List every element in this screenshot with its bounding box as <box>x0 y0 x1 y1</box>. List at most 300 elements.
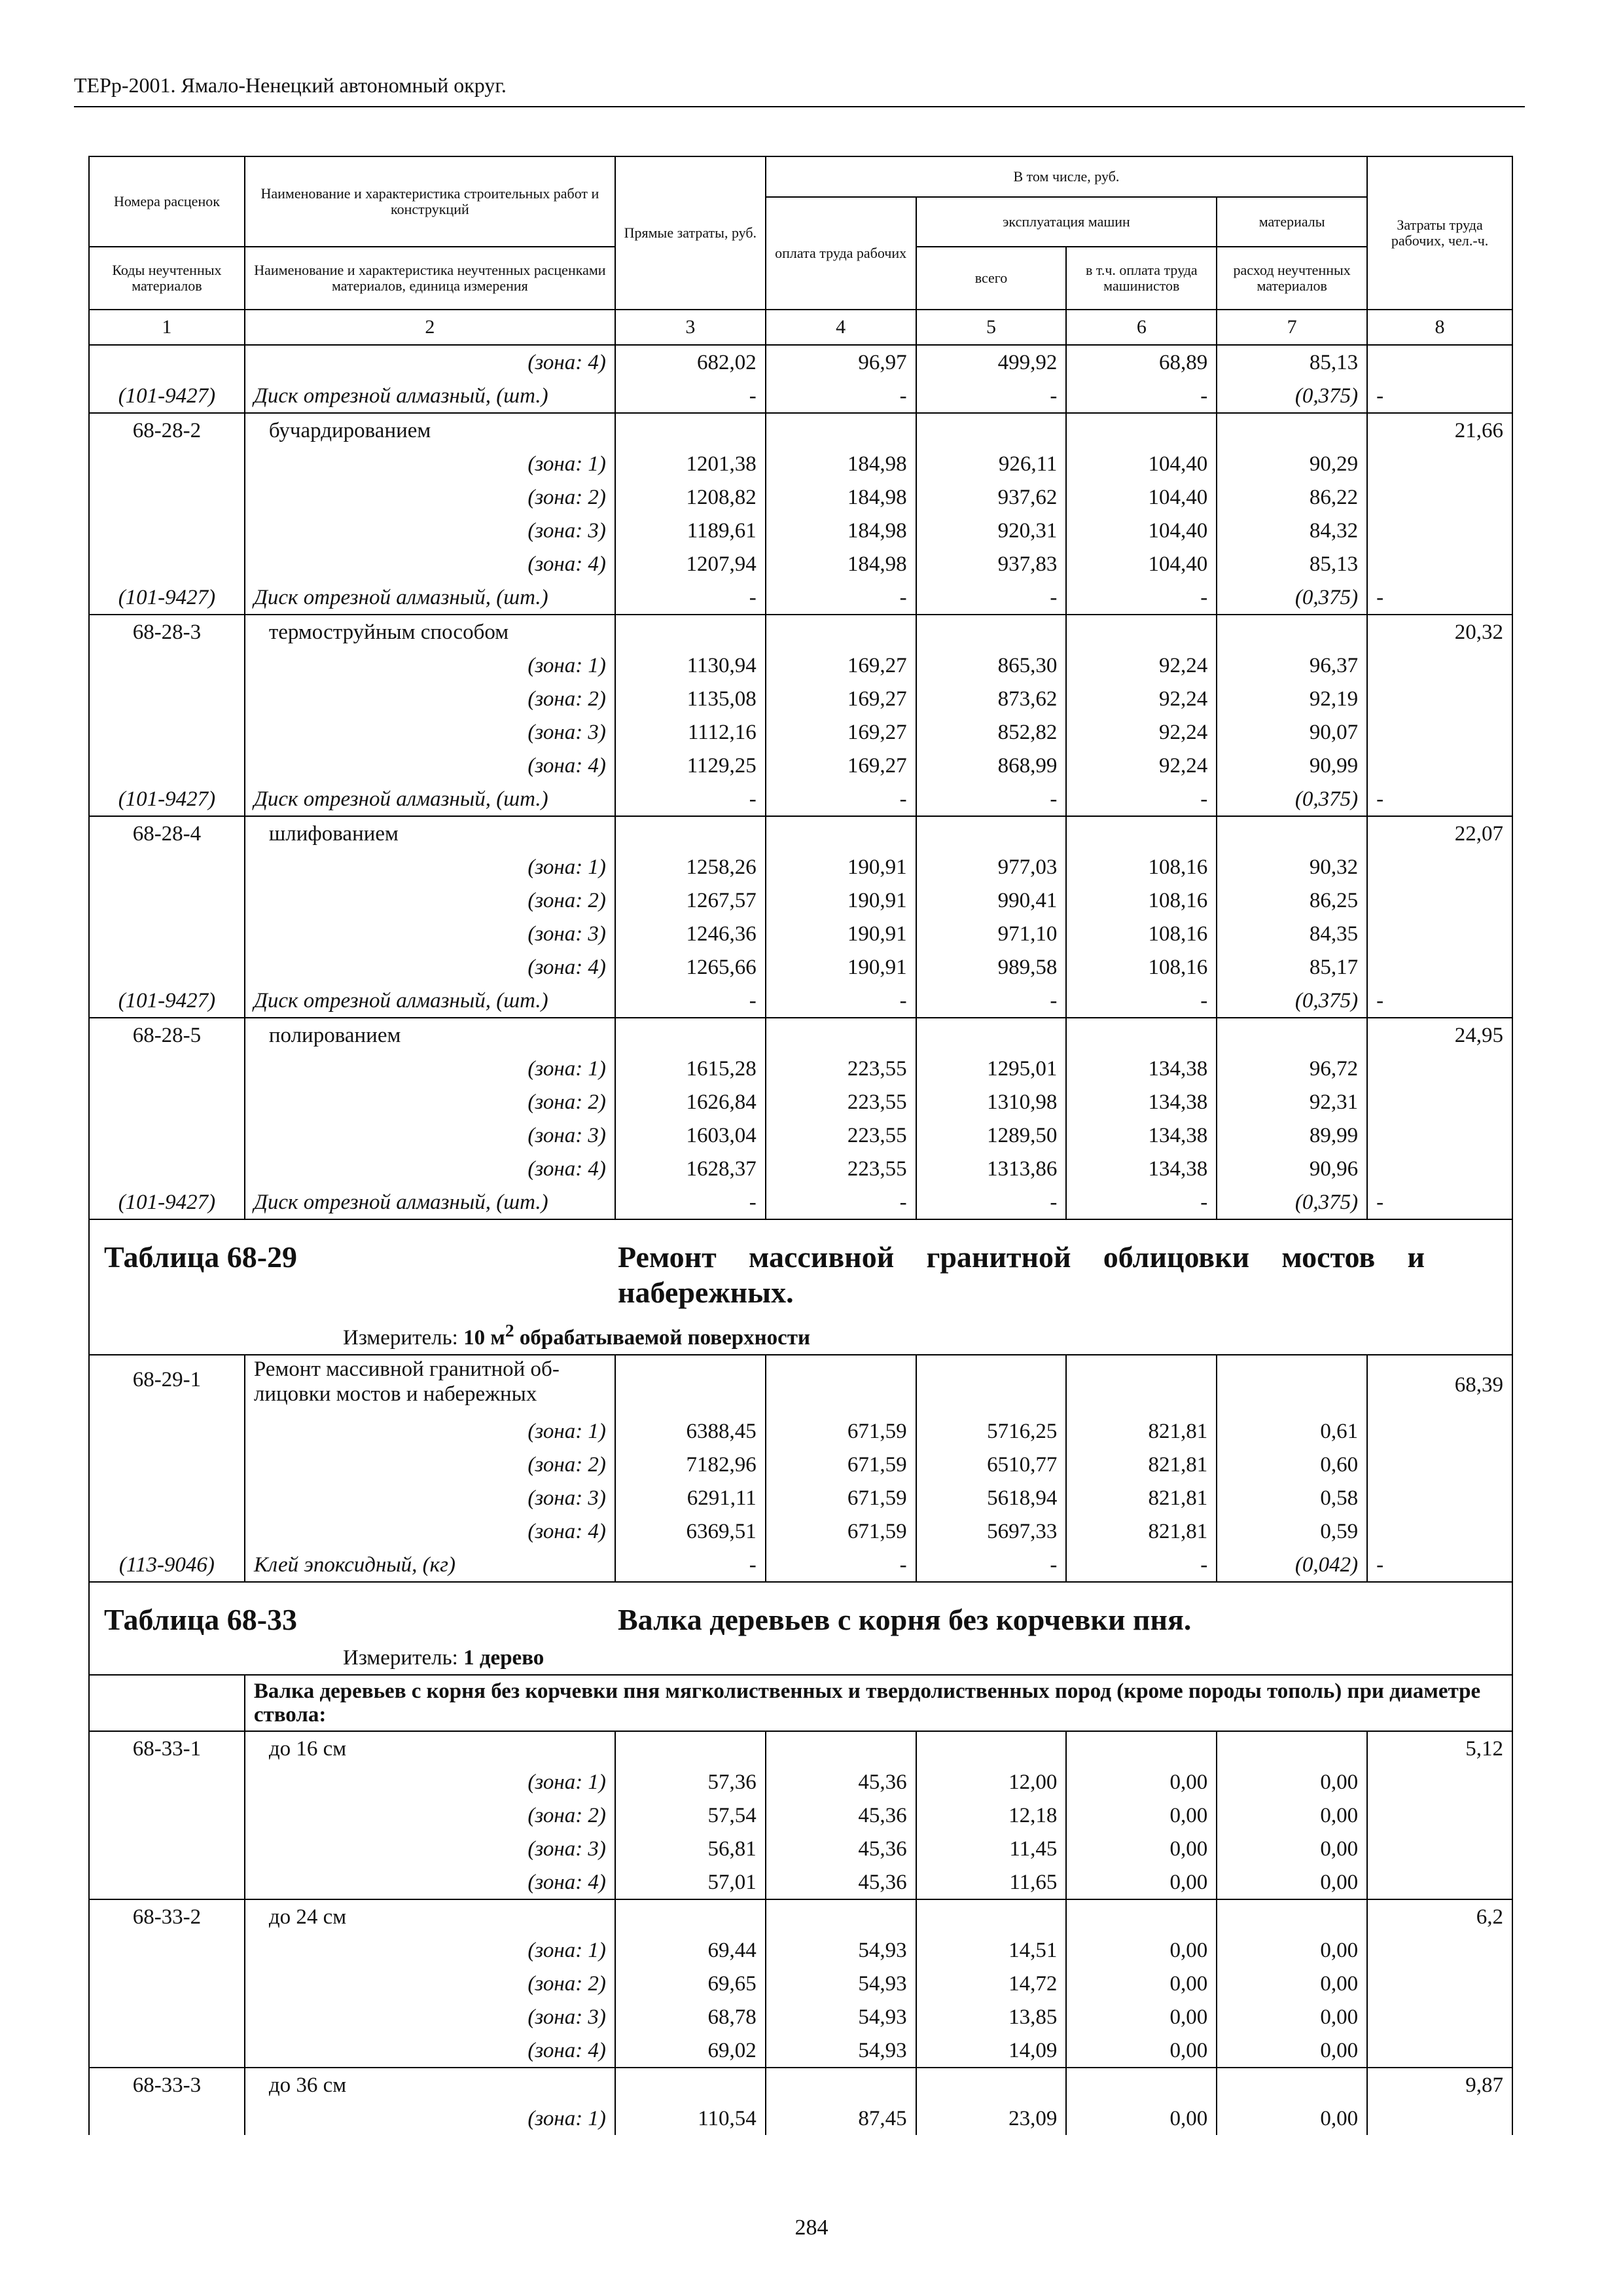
machinists-pay: 134,38 <box>1066 1152 1217 1185</box>
materials-cost: 0,00 <box>1217 1765 1367 1799</box>
group-lead-row <box>89 1675 1512 1731</box>
material-code: (101-9427) <box>89 1185 245 1219</box>
dash: - <box>766 1185 916 1219</box>
machines-total: 1295,01 <box>916 1052 1067 1085</box>
running-header: ТЕРр-2001. Ямало-Ненецкий автономный округ. <box>74 73 507 97</box>
labor-pay: 671,59 <box>766 1515 916 1548</box>
machines-total: 1310,98 <box>916 1085 1067 1119</box>
labor-pay: 45,36 <box>766 1765 916 1799</box>
machines-total: 11,45 <box>916 1832 1067 1865</box>
machinists-pay: 0,00 <box>1066 2034 1217 2068</box>
zone-label: (зона: 1) <box>245 649 615 682</box>
dash: - <box>615 984 766 1018</box>
labor-pay: 45,36 <box>766 1832 916 1865</box>
labor-pay: 190,91 <box>766 950 916 984</box>
group-lead-text: Валка деревьев с корня без корчевки пня мягколиственных и твердолиственных пород (кроме породы тополь) при диаметре ствола: <box>245 1675 1512 1731</box>
materials-cost: 86,22 <box>1217 480 1367 514</box>
zone-row <box>89 917 1512 950</box>
material-name: Диск отрезной алмазный, (шт.) <box>245 581 615 615</box>
machinists-pay: 92,24 <box>1066 682 1217 715</box>
page-number: 284 <box>794 2215 829 2240</box>
zone-row <box>89 2034 1512 2068</box>
zone-label: (зона: 4) <box>245 2034 615 2068</box>
labor-pay: 184,98 <box>766 547 916 581</box>
machinists-pay: 108,16 <box>1066 850 1217 884</box>
zone-row <box>89 649 1512 682</box>
zone-label: (зона: 1) <box>245 2102 615 2135</box>
zone-label: (зона: 2) <box>245 1799 615 1832</box>
col-number: 1 <box>89 310 245 345</box>
materials-cost: 96,72 <box>1217 1052 1367 1085</box>
machines-total: 937,83 <box>916 547 1067 581</box>
zone-label: (зона: 2) <box>245 480 615 514</box>
material-name: Диск отрезной алмазный, (шт.) <box>245 1185 615 1219</box>
col-machines-total-header: всего <box>916 247 1067 310</box>
direct-cost: 1603,04 <box>615 1119 766 1152</box>
labor-pay: 45,36 <box>766 1865 916 1899</box>
col-number: 6 <box>1066 310 1217 345</box>
group-incl-header: В том числе, руб. <box>766 156 1367 197</box>
labor-hours: 68,39 <box>1367 1355 1512 1414</box>
direct-cost: 110,54 <box>615 2102 766 2135</box>
material-code: (101-9427) <box>89 379 245 413</box>
col-number: 8 <box>1367 310 1512 345</box>
labor-pay: 671,59 <box>766 1414 916 1448</box>
zone-row <box>89 1414 1512 1448</box>
machinists-pay: 0,00 <box>1066 1865 1217 1899</box>
zone-row <box>89 950 1512 984</box>
direct-cost: 682,02 <box>615 345 766 379</box>
materials-cost: 90,29 <box>1217 447 1367 480</box>
direct-cost: 69,02 <box>615 2034 766 2068</box>
materials-cost: 92,31 <box>1217 1085 1367 1119</box>
col-number: 5 <box>916 310 1067 345</box>
materials-cost: 85,17 <box>1217 950 1367 984</box>
materials-cost: 0,00 <box>1217 1967 1367 2000</box>
materials-cost: 90,32 <box>1217 850 1367 884</box>
machines-total: 499,92 <box>916 345 1067 379</box>
zone-label: (зона: 3) <box>245 2000 615 2034</box>
machines-total: 865,30 <box>916 649 1067 682</box>
dash: - <box>1367 782 1512 816</box>
section-number: Таблица 68-33 <box>104 1603 298 1636</box>
material-use: (0,375) <box>1217 581 1367 615</box>
zone-label: (зона: 1) <box>245 447 615 480</box>
materials-cost: 0,60 <box>1217 1448 1367 1481</box>
section-title: Ремонт массивной гранитной облицовки мостов и набережных. <box>618 1240 1425 1309</box>
machinists-pay: 821,81 <box>1066 1481 1217 1515</box>
measure-sup: 2 <box>505 1320 514 1340</box>
machinists-pay: 821,81 <box>1066 1515 1217 1548</box>
materials-cost: 89,99 <box>1217 1119 1367 1152</box>
direct-cost: 1201,38 <box>615 447 766 480</box>
measure-label: Измеритель: <box>343 1326 458 1350</box>
dash: - <box>1367 1185 1512 1219</box>
machines-total: 1289,50 <box>916 1119 1067 1152</box>
zone-row <box>89 1515 1512 1548</box>
material-row <box>89 782 1512 816</box>
direct-cost: 57,36 <box>615 1765 766 1799</box>
labor-pay: 54,93 <box>766 2000 916 2034</box>
labor-pay: 223,55 <box>766 1085 916 1119</box>
material-name: Диск отрезной алмазный, (шт.) <box>245 984 615 1018</box>
labor-pay: 169,27 <box>766 715 916 749</box>
materials-cost: 0,58 <box>1217 1481 1367 1515</box>
machines-total: 920,31 <box>916 514 1067 547</box>
dash: - <box>1367 581 1512 615</box>
labor-pay: 184,98 <box>766 480 916 514</box>
dash: - <box>615 1548 766 1582</box>
zone-row <box>89 1085 1512 1119</box>
col-codes-header: Номера расценок <box>89 156 245 247</box>
price-name: шлифованием <box>245 816 615 850</box>
labor-pay: 54,93 <box>766 1967 916 2000</box>
direct-cost: 57,54 <box>615 1799 766 1832</box>
price-name: до 36 см <box>245 2068 615 2102</box>
materials-cost: 0,59 <box>1217 1515 1367 1548</box>
direct-cost: 1112,16 <box>615 715 766 749</box>
direct-cost: 69,65 <box>615 1967 766 2000</box>
zone-label: (зона: 3) <box>245 715 615 749</box>
zone-label: (зона: 1) <box>245 850 615 884</box>
price-row <box>89 2068 1512 2102</box>
zone-row <box>89 884 1512 917</box>
machinists-pay: 104,40 <box>1066 547 1217 581</box>
zone-label: (зона: 4) <box>245 547 615 581</box>
machinists-pay: 104,40 <box>1066 480 1217 514</box>
zone-row <box>89 682 1512 715</box>
material-code: (101-9427) <box>89 581 245 615</box>
col-labor-cost-header: Затраты труда рабочих, чел.-ч. <box>1367 156 1512 310</box>
machines-total: 5697,33 <box>916 1515 1067 1548</box>
materials-cost: 84,32 <box>1217 514 1367 547</box>
machines-total: 12,18 <box>916 1799 1067 1832</box>
material-row <box>89 1185 1512 1219</box>
zone-label: (зона: 4) <box>245 345 615 379</box>
zone-label: (зона: 1) <box>245 1414 615 1448</box>
dash: - <box>916 581 1067 615</box>
dash: - <box>1066 581 1217 615</box>
zone-label: (зона: 1) <box>245 1052 615 1085</box>
col-codes-sub-header: Коды неучтенных материалов <box>89 247 245 310</box>
materials-cost: 90,99 <box>1217 749 1367 782</box>
section-measure <box>104 1644 1503 1672</box>
direct-cost: 69,44 <box>615 1933 766 1967</box>
col-materials-use-header: расход неучтенных материалов <box>1217 247 1367 310</box>
direct-cost: 1208,82 <box>615 480 766 514</box>
price-code: 68-33-1 <box>89 1731 245 1765</box>
zone-row <box>89 715 1512 749</box>
labor-pay: 223,55 <box>766 1152 916 1185</box>
machines-total: 23,09 <box>916 2102 1067 2135</box>
price-row <box>89 816 1512 850</box>
machinists-pay: 92,24 <box>1066 649 1217 682</box>
price-name: до 24 см <box>245 1899 615 1933</box>
price-code: 68-28-4 <box>89 816 245 850</box>
group-materials-header: материалы <box>1217 197 1367 247</box>
labor-hours: 20,32 <box>1367 615 1512 649</box>
zone-label: (зона: 3) <box>245 917 615 950</box>
labor-pay: 190,91 <box>766 850 916 884</box>
material-use: (0,375) <box>1217 379 1367 413</box>
price-code: 68-29-1 <box>89 1355 245 1414</box>
zone-label: (зона: 2) <box>245 682 615 715</box>
zone-label: (зона: 2) <box>245 1967 615 2000</box>
dash: - <box>916 1548 1067 1582</box>
materials-cost: 84,35 <box>1217 917 1367 950</box>
machines-total: 977,03 <box>916 850 1067 884</box>
zone-row <box>89 480 1512 514</box>
machines-total: 971,10 <box>916 917 1067 950</box>
zone-label: (зона: 2) <box>245 1448 615 1481</box>
labor-hours: 5,12 <box>1367 1731 1512 1765</box>
labor-pay: 96,97 <box>766 345 916 379</box>
labor-pay: 54,93 <box>766 2034 916 2068</box>
machines-total: 937,62 <box>916 480 1067 514</box>
price-code: 68-28-2 <box>89 413 245 447</box>
machinists-pay: 134,38 <box>1066 1085 1217 1119</box>
machinists-pay: 108,16 <box>1066 884 1217 917</box>
material-use: (0,375) <box>1217 984 1367 1018</box>
col-name-sub-header: Наименование и характеристика неучтенных расценками материалов, единица измерения <box>245 247 615 310</box>
price-name: до 16 см <box>245 1731 615 1765</box>
dash: - <box>1066 782 1217 816</box>
material-code: (113-9046) <box>89 1548 245 1582</box>
price-code: 68-33-2 <box>89 1899 245 1933</box>
section-number: Таблица 68-29 <box>104 1240 298 1274</box>
material-name: Клей эпоксидный, (кг) <box>245 1548 615 1582</box>
measure-value: 1 дерево <box>463 1646 544 1670</box>
zone-row <box>89 1967 1512 2000</box>
dash: - <box>916 1185 1067 1219</box>
zone-label: (зона: 1) <box>245 1765 615 1799</box>
machines-total: 926,11 <box>916 447 1067 480</box>
zone-row <box>89 447 1512 480</box>
material-row <box>89 984 1512 1018</box>
machines-total: 989,58 <box>916 950 1067 984</box>
material-use: (0,375) <box>1217 1185 1367 1219</box>
labor-pay: 45,36 <box>766 1799 916 1832</box>
materials-cost: 85,13 <box>1217 345 1367 379</box>
labor-pay: 184,98 <box>766 447 916 480</box>
dash: - <box>766 984 916 1018</box>
machinists-pay: 134,38 <box>1066 1119 1217 1152</box>
col-number: 4 <box>766 310 916 345</box>
labor-pay: 671,59 <box>766 1481 916 1515</box>
dash: - <box>1367 1548 1512 1582</box>
direct-cost: 1135,08 <box>615 682 766 715</box>
measure-label: Измеритель: <box>343 1646 458 1670</box>
direct-cost: 7182,96 <box>615 1448 766 1481</box>
direct-cost: 1246,36 <box>615 917 766 950</box>
direct-cost: 1628,37 <box>615 1152 766 1185</box>
dash: - <box>1066 1548 1217 1582</box>
materials-cost: 0,00 <box>1217 2034 1367 2068</box>
zone-label: (зона: 1) <box>245 1933 615 1967</box>
machines-total: 11,65 <box>916 1865 1067 1899</box>
machines-total: 14,51 <box>916 1933 1067 1967</box>
machines-total: 13,85 <box>916 2000 1067 2034</box>
direct-cost: 6388,45 <box>615 1414 766 1448</box>
labor-pay: 223,55 <box>766 1052 916 1085</box>
direct-cost: 1626,84 <box>615 1085 766 1119</box>
dash: - <box>1066 1185 1217 1219</box>
dash: - <box>916 782 1067 816</box>
price-name: бучардированием <box>245 413 615 447</box>
direct-cost: 1189,61 <box>615 514 766 547</box>
materials-cost: 0,00 <box>1217 1865 1367 1899</box>
machinists-pay: 92,24 <box>1066 749 1217 782</box>
machinists-pay: 0,00 <box>1066 1765 1217 1799</box>
zone-row <box>89 345 1512 379</box>
labor-pay: 169,27 <box>766 749 916 782</box>
header-rule <box>74 106 1525 107</box>
dash: - <box>615 581 766 615</box>
machines-total: 868,99 <box>916 749 1067 782</box>
group-machines-header: эксплуатация машин <box>916 197 1217 247</box>
direct-cost: 1615,28 <box>615 1052 766 1085</box>
labor-pay: 190,91 <box>766 884 916 917</box>
direct-cost: 6291,11 <box>615 1481 766 1515</box>
zone-row <box>89 749 1512 782</box>
zone-label: (зона: 2) <box>245 1085 615 1119</box>
materials-cost: 0,00 <box>1217 2102 1367 2135</box>
zone-row <box>89 514 1512 547</box>
labor-pay: 671,59 <box>766 1448 916 1481</box>
labor-pay: 223,55 <box>766 1119 916 1152</box>
materials-cost: 0,00 <box>1217 1933 1367 1967</box>
dash: - <box>1367 379 1512 413</box>
zone-label: (зона: 2) <box>245 884 615 917</box>
material-row <box>89 581 1512 615</box>
material-use: (0,042) <box>1217 1548 1367 1582</box>
materials-cost: 90,96 <box>1217 1152 1367 1185</box>
labor-hours: 9,87 <box>1367 2068 1512 2102</box>
dash: - <box>1066 984 1217 1018</box>
dash: - <box>766 581 916 615</box>
col-labor-header: оплата труда рабочих <box>766 197 916 310</box>
price-row <box>89 413 1512 447</box>
dash: - <box>766 782 916 816</box>
material-row <box>89 1548 1512 1582</box>
machinists-pay: 821,81 <box>1066 1448 1217 1481</box>
direct-cost: 57,01 <box>615 1865 766 1899</box>
labor-pay: 54,93 <box>766 1933 916 1967</box>
column-number-row <box>89 310 1512 345</box>
labor-pay: 169,27 <box>766 649 916 682</box>
section-title: Валка деревьев с корня без корчевки пня. <box>618 1603 1192 1636</box>
materials-cost: 96,37 <box>1217 649 1367 682</box>
machines-total: 852,82 <box>916 715 1067 749</box>
zone-row <box>89 1052 1512 1085</box>
machines-total: 6510,77 <box>916 1448 1067 1481</box>
dash: - <box>615 379 766 413</box>
direct-cost: 1130,94 <box>615 649 766 682</box>
zone-row <box>89 2102 1512 2135</box>
zone-row <box>89 2000 1512 2034</box>
materials-cost: 90,07 <box>1217 715 1367 749</box>
machinists-pay: 0,00 <box>1066 1799 1217 1832</box>
zone-row <box>89 1448 1512 1481</box>
material-code: (101-9427) <box>89 984 245 1018</box>
labor-hours: 21,66 <box>1367 413 1512 447</box>
machinists-pay: 0,00 <box>1066 2000 1217 2034</box>
machines-total: 873,62 <box>916 682 1067 715</box>
machinists-pay: 0,00 <box>1066 2102 1217 2135</box>
measure-tail: обрабатываемой поверхности <box>519 1326 810 1350</box>
labor-hours: 6,2 <box>1367 1899 1512 1933</box>
machines-total: 14,72 <box>916 1967 1067 2000</box>
machinists-pay: 104,40 <box>1066 447 1217 480</box>
direct-cost: 1129,25 <box>615 749 766 782</box>
materials-cost: 85,13 <box>1217 547 1367 581</box>
zone-label: (зона: 4) <box>245 950 615 984</box>
col-number: 7 <box>1217 310 1367 345</box>
zone-row <box>89 1481 1512 1515</box>
materials-cost: 0,00 <box>1217 1799 1367 1832</box>
material-name: Диск отрезной алмазный, (шт.) <box>245 782 615 816</box>
machines-total: 12,00 <box>916 1765 1067 1799</box>
machinists-pay: 68,89 <box>1066 345 1217 379</box>
rates-table <box>88 156 1513 2135</box>
price-code: 68-33-3 <box>89 2068 245 2102</box>
dash: - <box>766 379 916 413</box>
direct-cost: 1265,66 <box>615 950 766 984</box>
zone-row <box>89 850 1512 884</box>
zone-label: (зона: 4) <box>245 1152 615 1185</box>
price-row <box>89 1018 1512 1052</box>
material-row <box>89 379 1512 413</box>
col-number: 2 <box>245 310 615 345</box>
dash: - <box>615 1185 766 1219</box>
labor-hours: 22,07 <box>1367 816 1512 850</box>
price-row <box>89 1731 1512 1765</box>
zone-row <box>89 1799 1512 1832</box>
material-code: (101-9427) <box>89 782 245 816</box>
price-name: Ремонт массивной гранитной об-лицовки мостов и набережных <box>245 1355 615 1414</box>
section-heading-68-29 <box>89 1219 1512 1355</box>
measure-value: 10 м <box>463 1326 505 1350</box>
machinists-pay: 92,24 <box>1066 715 1217 749</box>
col-machinists-header: в т.ч. оплата труда машинистов <box>1066 247 1217 310</box>
labor-pay: 184,98 <box>766 514 916 547</box>
price-code: 68-28-3 <box>89 615 245 649</box>
zone-row <box>89 1933 1512 1967</box>
dash: - <box>916 984 1067 1018</box>
zone-row <box>89 1765 1512 1799</box>
section-heading-68-33 <box>89 1582 1512 1675</box>
machinists-pay: 0,00 <box>1066 1967 1217 2000</box>
zone-label: (зона: 4) <box>245 1865 615 1899</box>
section-measure <box>104 1317 1503 1352</box>
zone-row <box>89 1119 1512 1152</box>
zone-row <box>89 1152 1512 1185</box>
col-direct-header: Прямые затраты, руб. <box>615 156 766 310</box>
zone-row <box>89 1832 1512 1865</box>
price-row <box>89 615 1512 649</box>
machinists-pay: 104,40 <box>1066 514 1217 547</box>
machinists-pay: 108,16 <box>1066 950 1217 984</box>
machinists-pay: 0,00 <box>1066 1933 1217 1967</box>
col-number: 3 <box>615 310 766 345</box>
materials-cost: 86,25 <box>1217 884 1367 917</box>
machines-total: 1313,86 <box>916 1152 1067 1185</box>
direct-cost: 1207,94 <box>615 547 766 581</box>
zone-label: (зона: 3) <box>245 514 615 547</box>
material-name: Диск отрезной алмазный, (шт.) <box>245 379 615 413</box>
dash: - <box>1066 379 1217 413</box>
zone-row <box>89 547 1512 581</box>
